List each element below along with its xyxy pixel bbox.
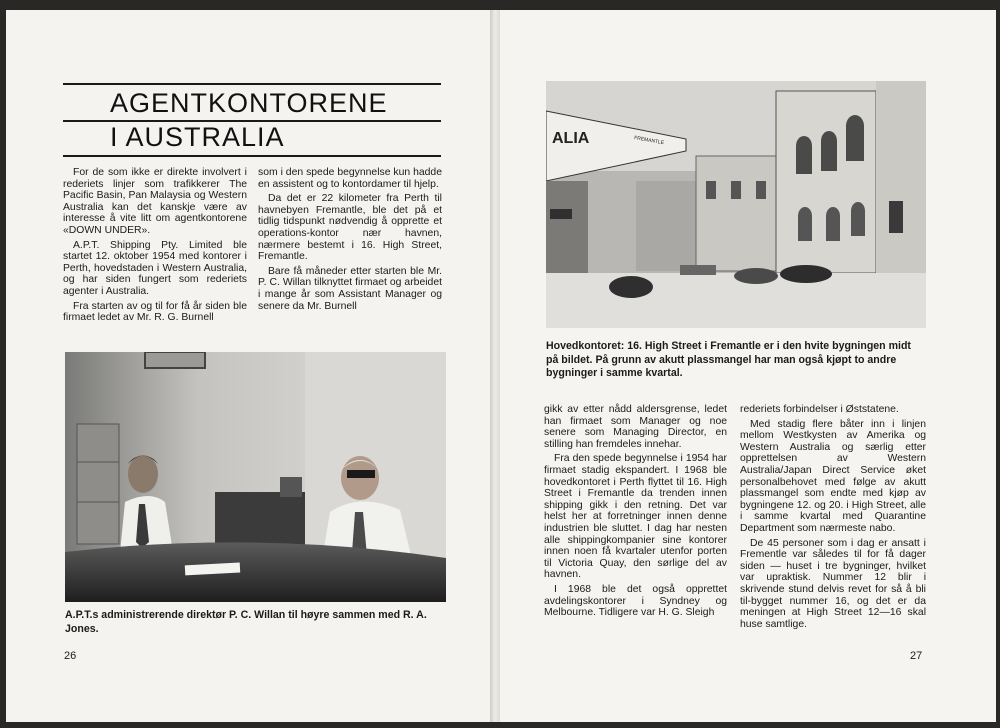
left-page <box>6 10 494 722</box>
left-text-column-1 <box>63 167 247 327</box>
shop-sign-text: ALIA <box>552 130 590 147</box>
right-page <box>500 10 996 722</box>
title-line-1: AGENTKONTORENE <box>110 88 388 118</box>
paragraph: De 45 personer som i dag er ansatt i Frementle var således til for få dager siden — huset i tre bygninger, hvilket var upraktisk. Nummer 12 blir i skrivende stund delvis revet for så å bli til-bygget nummer 16, og det er da meningen at High Street 12—16 skal huse samtlige. <box>740 537 926 630</box>
street-photo-image <box>546 81 926 328</box>
paragraph: Bare få måneder etter starten ble Mr. P. C. Willan tilknyttet firmaet og arbeidet i mange år som Assistant Manager og senere da Mr. Burnell <box>258 265 442 312</box>
paragraph: Fra starten av og til for få år siden ble firmaet ledet av Mr. R. G. Burnell <box>63 300 247 324</box>
right-text-column-2 <box>740 404 926 633</box>
right-text-column-1 <box>544 404 727 622</box>
paragraph: A.P.T. Shipping Pty. Limited ble startet 12. oktober 1954 med kontorer i Perth, hovedstaden i Western Australia, og har siden fungert som rederiets agenter i Australia. <box>63 239 247 297</box>
street-photo <box>546 81 926 328</box>
paragraph: For de som ikke er direkte involvert i rederiets linjer som trafikkerer The Pacific Basin, Pan Malaysia og Western Australia kan det kanskje være av interesse å vite litt om agentkontorene «DOWN UNDER». <box>63 167 247 236</box>
paragraph: Med stadig flere båter inn i linjen mellom Westkysten av Amerika og Western Australia og særlig etter opprettelsen av Western Australia/Japan Direct Service øket personalbehovet med følge av akutt plassmangel som endte med kjøp av bygningene 12. og 20. i High Street, alle i samme kvartal med Quarantine Department som nærmeste nabo. <box>740 418 926 534</box>
office-photo-caption: A.P.T.s administrerende direktør P. C. Willan til høyre sammen med R. A. Jones. <box>65 609 427 635</box>
paragraph: gikk av etter nådd aldersgrense, ledet han firmaet som Manager og noe senere som Managing Director, en stilling han fremdeles innehar. <box>544 404 727 450</box>
paragraph: rederiets forbindelser i Øststatene. <box>740 404 899 415</box>
awning-text: FREMANTLE <box>633 135 665 147</box>
title-line-2: I AUSTRALIA <box>110 122 285 152</box>
street-photo-caption: Hovedkontoret: 16. High Street i Fremantle er i den hvite bygningen midt på bildet. På grunn av akutt plassmangel har man også kjøpt to andre bygninger i samme kvartal. <box>546 340 911 379</box>
title-rule-top <box>63 83 441 85</box>
paragraph: Fra den spede begynnelse i 1954 har firmaet stadig ekspandert. I 1968 ble hovedkontoret i Perth flyttet til 16. High Street i Fremantle da trenden innen shipping gikk i den retning. Det var helst her at forretninger innen denne industrien ble sluttet. I dag har nesten alle shippingkompanier sine kontorer innen noen få kvartaler utenfor porten til Victoria Quay, den sørlige del av havnen. <box>544 453 727 581</box>
office-photo <box>65 352 446 602</box>
page-number: 27 <box>910 650 923 662</box>
office-photo-image <box>65 352 446 602</box>
page-number: 26 <box>64 650 77 662</box>
title-rule-bottom <box>63 155 441 157</box>
paragraph: I 1968 ble det også opprettet avdelingskontorer i Syndney og Melbourne. Tidligere var H. G. Sleigh <box>544 583 727 619</box>
paragraph: som i den spede begynnelse kun hadde en assistent og to kontordamer til hjelp. <box>258 167 442 190</box>
left-text-column-2 <box>258 167 442 315</box>
paragraph: Da det er 22 kilometer fra Perth til havnebyen Fremantle, ble det på et tidlig tidspunkt nødvendig å opprette et operations-kontor nær havnen, nærmere bestemt i 16. High Street, Fremantle. <box>258 193 442 263</box>
